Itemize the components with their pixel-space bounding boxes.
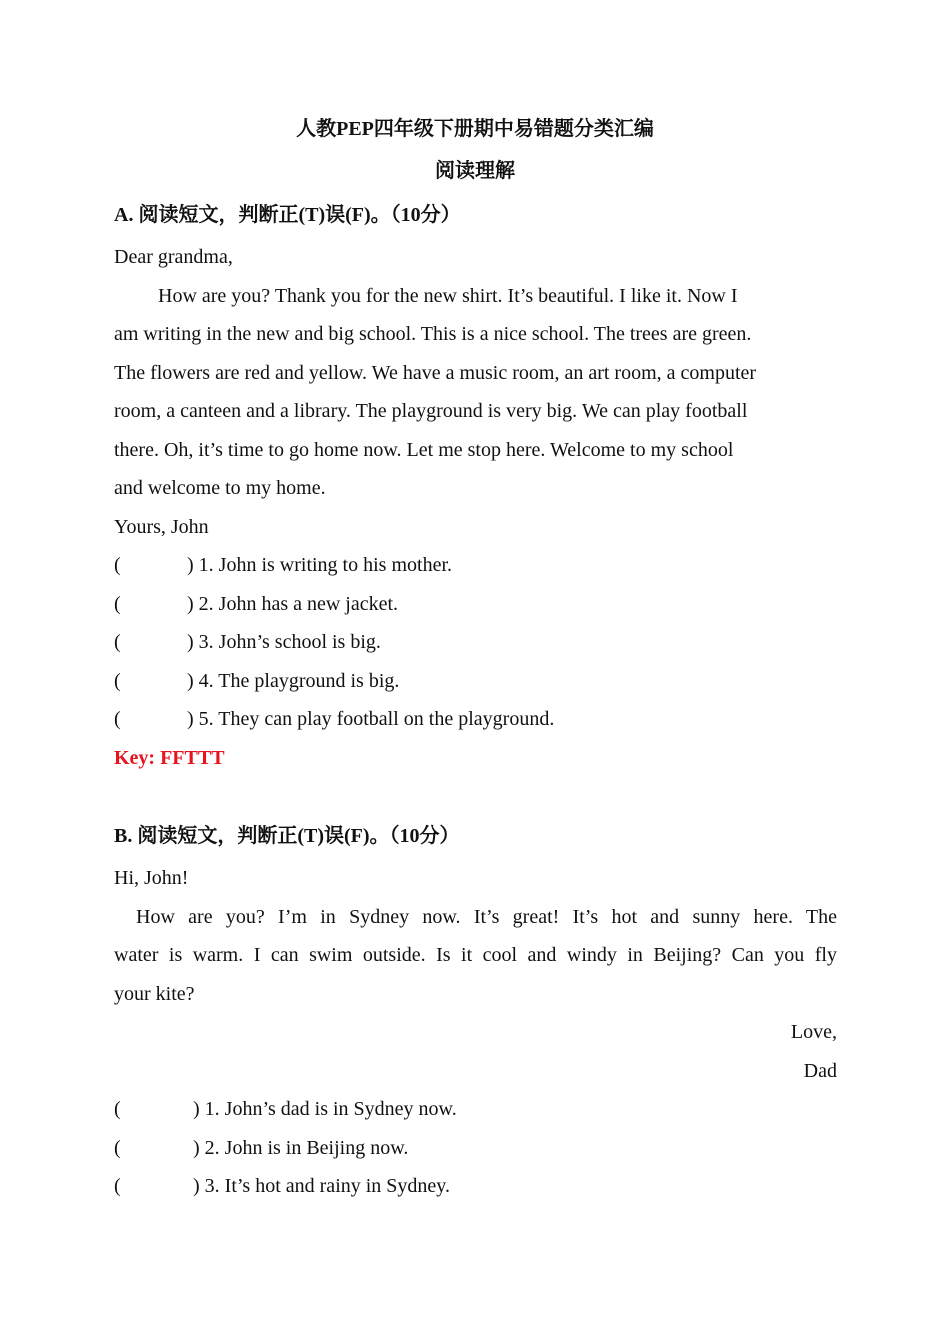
section-b-question xyxy=(114,1167,837,1206)
answer-key: Key: FFTTT xyxy=(114,747,225,769)
section-b-heading: B. 阅读短文，判断正(T)误(F)。（10分） xyxy=(114,825,460,847)
answer-blank[interactable]: ( xyxy=(114,554,121,576)
answer-blank[interactable]: ( xyxy=(114,1137,121,1159)
section-a-question xyxy=(114,585,837,624)
section-a-heading: A. 阅读短文，判断正(T)误(F)。（10分） xyxy=(114,204,461,226)
section-a-passage-line: and welcome to my home. xyxy=(114,477,326,499)
answer-blank[interactable]: ( xyxy=(114,670,121,692)
section-a-passage-line: room, a canteen and a library. The playground is very big. We can play football xyxy=(114,400,748,422)
section-b-greeting: Hi, John! xyxy=(114,867,189,889)
question-text: ) 3. John’s school is big. xyxy=(187,631,381,653)
answer-blank[interactable]: ( xyxy=(114,593,121,615)
question-text: ) 3. It’s hot and rainy in Sydney. xyxy=(193,1175,451,1197)
section-b-closing: Love, xyxy=(790,1021,837,1043)
section-b-passage-line: How are you? I’m in Sydney now. It’s great! It’s hot and sunny here. The xyxy=(136,906,837,928)
section-a-question xyxy=(114,546,837,585)
section-a-passage-line: The flowers are red and yellow. We have a music room, an art room, a computer xyxy=(114,362,757,384)
section-a-question xyxy=(114,700,837,739)
section-a-passage-line: am writing in the new and big school. This is a nice school. The trees are green. xyxy=(114,323,752,345)
question-text: ) 1. John is writing to his mother. xyxy=(187,554,452,576)
question-text: ) 2. John is in Beijing now. xyxy=(193,1137,409,1159)
section-a-passage-line: there. Oh, it’s time to go home now. Let me stop here. Welcome to my school xyxy=(114,439,734,461)
question-text: ) 2. John has a new jacket. xyxy=(187,593,399,615)
page-subtitle: 阅读理解 xyxy=(435,160,515,182)
page-title: 人教PEP四年级下册期中易错题分类汇编 xyxy=(296,118,654,140)
section-a-greeting: Dear grandma, xyxy=(114,246,233,268)
section-a-question xyxy=(114,662,837,701)
answer-blank[interactable]: ( xyxy=(114,1098,121,1120)
section-b-passage-line: water is warm. I can swim outside. Is it cool and windy in Beijing? Can you fly xyxy=(114,944,837,966)
section-b-signature: Dad xyxy=(803,1060,837,1082)
question-text: ) 4. The playground is big. xyxy=(187,670,400,692)
section-b-question xyxy=(114,1129,837,1168)
section-a-passage-line: How are you? Thank you for the new shirt. It’s beautiful. I like it. Now I xyxy=(158,285,738,307)
section-a-closing: Yours, John xyxy=(114,516,209,538)
section-b-passage-line: your kite? xyxy=(114,983,195,1005)
answer-blank[interactable]: ( xyxy=(114,708,121,730)
question-text: ) 5. They can play football on the playground. xyxy=(187,708,555,730)
section-b-question xyxy=(114,1090,837,1129)
answer-blank[interactable]: ( xyxy=(114,1175,121,1197)
question-text: ) 1. John’s dad is in Sydney now. xyxy=(193,1098,457,1120)
answer-blank[interactable]: ( xyxy=(114,631,121,653)
section-a-question xyxy=(114,623,837,662)
